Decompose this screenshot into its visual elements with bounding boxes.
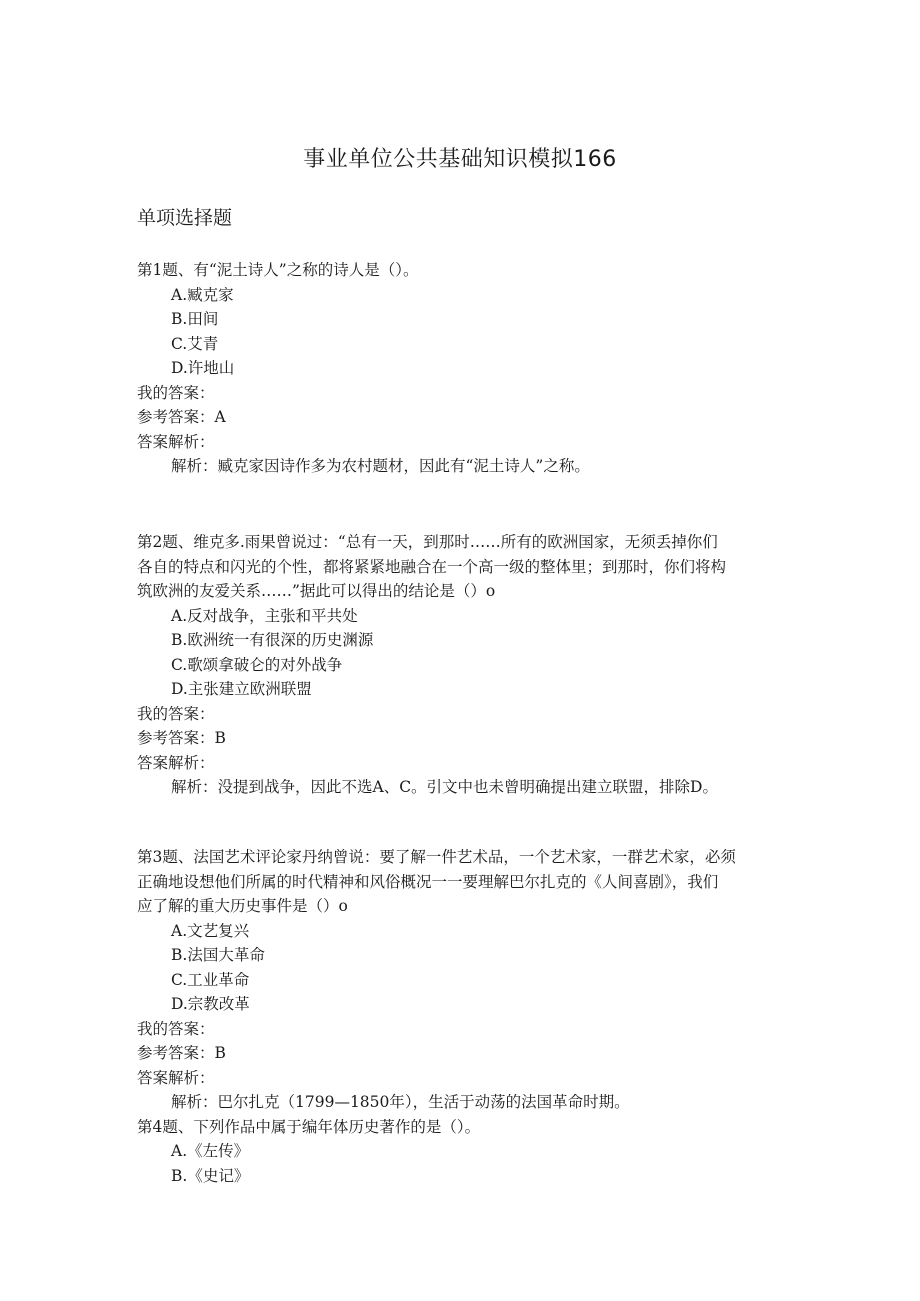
option-b: B.《史记》 xyxy=(171,1166,250,1185)
option-a: A.臧克家 xyxy=(171,285,234,304)
option-c: C.艾青 xyxy=(171,334,219,353)
my-answer-label: 我的答案： xyxy=(137,704,215,723)
reference-answer: 参考答案：B xyxy=(137,1044,226,1062)
option-b: B.田间 xyxy=(171,310,219,328)
question-stem-line-3: 筑欧洲的友爱关系……”据此可以得出的结论是（）o xyxy=(137,582,496,600)
option-c: C.歌颂拿破仑的对外战争 xyxy=(171,655,343,674)
question-3 xyxy=(137,845,792,1188)
explanation: 解析：没提到战争，因此不选A、C。引文中也未曾明确提出建立联盟，排除D。 xyxy=(171,778,718,796)
explanation: 解析：臧克家因诗作多为农村题材，因此有“泥土诗人”之称。 xyxy=(171,457,590,475)
question-stem-line-3: 应了解的重大历史事件是（）o xyxy=(137,897,348,915)
question-2 xyxy=(137,530,792,800)
question-1 xyxy=(137,258,792,479)
question-stem-line-2: 各自的特点和闪光的个性，都将紧紧地融合在一个高一级的整体里；到那时，你们将构 xyxy=(137,557,727,576)
analysis-label: 答案解析： xyxy=(137,432,215,451)
question-stem: 第1题、有“泥土诗人”之称的诗人是（）。 xyxy=(137,261,419,279)
option-a: A.反对战争，主张和平共处 xyxy=(171,606,358,625)
option-c: C.工业革命 xyxy=(171,970,250,989)
option-a: A.文艺复兴 xyxy=(171,921,250,940)
explanation: 解析：巴尔扎克（1799—1850年），生活于动荡的法国革命时期。 xyxy=(171,1093,630,1111)
reference-answer: 参考答案：A xyxy=(137,408,226,426)
section-heading: 单项选择题 xyxy=(137,207,233,229)
question-4-stem: 第4题、下列作品中属于编年体历史著作的是（）。 xyxy=(137,1117,481,1136)
question-stem-line-1: 第2题、维克多.雨果曾说过：“总有一天，到那时……所有的欧洲国家，无须丢掉你们 xyxy=(137,533,718,551)
option-b: B.法国大革命 xyxy=(171,946,265,964)
option-d: D.宗教改革 xyxy=(171,995,250,1013)
analysis-label: 答案解析： xyxy=(137,753,215,772)
option-d: D.主张建立欧洲联盟 xyxy=(171,680,312,698)
question-stem-line-2: 正确地设想他们所属的时代精神和风俗概况一一要理解巴尔扎克的《人间喜剧》，我们 xyxy=(137,872,719,891)
option-d: D.许地山 xyxy=(171,359,235,377)
analysis-label: 答案解析： xyxy=(137,1068,215,1087)
question-stem-line-1: 第3题、法国艺术评论家丹纳曾说：要了解一件艺术品，一个艺术家，一群艺术家，必须 xyxy=(137,848,736,866)
page-title: 事业单位公共基础知识模拟166 xyxy=(303,147,617,172)
my-answer-label: 我的答案： xyxy=(137,383,215,402)
my-answer-label: 我的答案： xyxy=(137,1019,215,1038)
option-a: A.《左传》 xyxy=(171,1142,250,1160)
reference-answer: 参考答案：B xyxy=(137,729,226,747)
option-b: B.欧洲统一有很深的历史渊源 xyxy=(171,631,374,649)
